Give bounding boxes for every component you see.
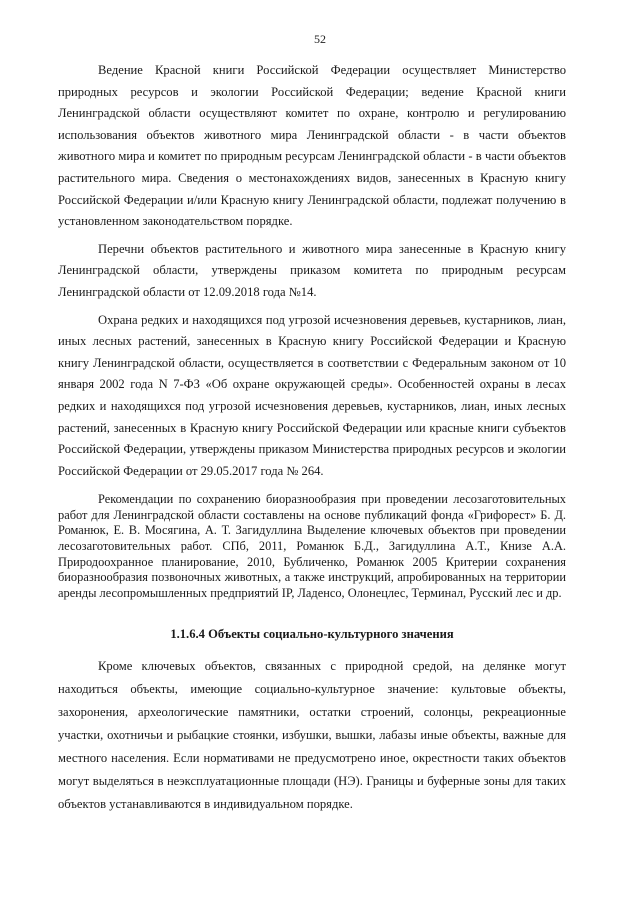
paragraph-red-book-management: Ведение Красной книги Российской Федерации осуществляет Министерство природных ресурсов и экологии Российской Федерации; ведение Красной книги Ленинградской области осуществляют комитет по охране, контролю и регулированию использования объектов животного мира Ленинградской области - в части объектов животного мира и комитет по природным ресурсам Ленинградской области - в части объектов растительного мира. Сведения о местонахождениях видов, занесенных в Красную книгу Российской Федерации и/или Красную книгу Ленинградской области, подлежат получению в установленном законодательством порядке. bbox=[58, 63, 566, 229]
paragraph-socio-cultural-objects: Кроме ключевых объектов, связанных с природной средой, на делянке могут находиться объекты, имеющие социально-культурное значение: культовые объекты, захоронения, археологические памятники, остатки строений, солонцы, рекреационные участки, охотничьи и рыбацкие стоянки, избушки, вышки, лабазы иные объекты, важные для местного населения. Если нормативами не предусмотрено иное, окрестности таких объектов могут выделяться в неэксплуатационные площади (НЭ). Границы и буферные зоны для таких объектов устанавливаются в индивидуальном порядке. bbox=[58, 659, 566, 812]
document-body bbox=[58, 60, 566, 816]
paragraph-red-book-lists: Перечни объектов растительного и животного мира занесенные в Красную книгу Ленинградской области, утверждены приказом комитета по природным ресурсам Ленинградской области от 12.09.2018 года №14. bbox=[58, 241, 566, 299]
section-heading: 1.1.6.4 Объекты социально-культурного значения bbox=[170, 627, 454, 642]
paragraph-biodiversity-recommendations: Рекомендации по сохранению биоразнообразия при проведении лесозаготовительных работ для Ленинградской области составлены на основе публикаций фонда «Грифорест» Б. Д. Романюк, Е. В. Мосягина, А. Т. Загидуллина Выделение ключевых объектов при проведении лесозаготовительных работ. СПб, 2011, Романюк Б.Д., Загидуллина А.Т., Книзе А.А. Природоохранное планирование, 2010, Бубличенко, Романюк 2005 Критерии сохранения биоразнообразия позвоночных животных, а также инструкций, апробированных на территории аренды лесопромышленных предприятий IP, Ладенсо, Олонецлес, Терминал, Русский лес и др. bbox=[58, 492, 566, 600]
page-number: 52 bbox=[314, 32, 326, 46]
paragraph-rare-species-protection: Охрана редких и находящихся под угрозой исчезновения деревьев, кустарников, лиан, иных лесных растений, занесенных в Красную книгу Российской Федерации и Красную книгу Ленинградской области, осуществляется в соответствии с Федеральным законом от 10 января 2002 года N 7-ФЗ «Об охране окружающей среды». Особенностей охраны в лесах редких и находящихся под угрозой исчезновения деревьев, кустарников, лиан, иных лесных растений, занесенных в Красную книгу Российской Федерации или красные книги субъектов Российской Федерации, утверждены приказом Министерства природных ресурсов и экологии Российской Федерации от 29.05.2017 года № 264. bbox=[58, 312, 566, 478]
